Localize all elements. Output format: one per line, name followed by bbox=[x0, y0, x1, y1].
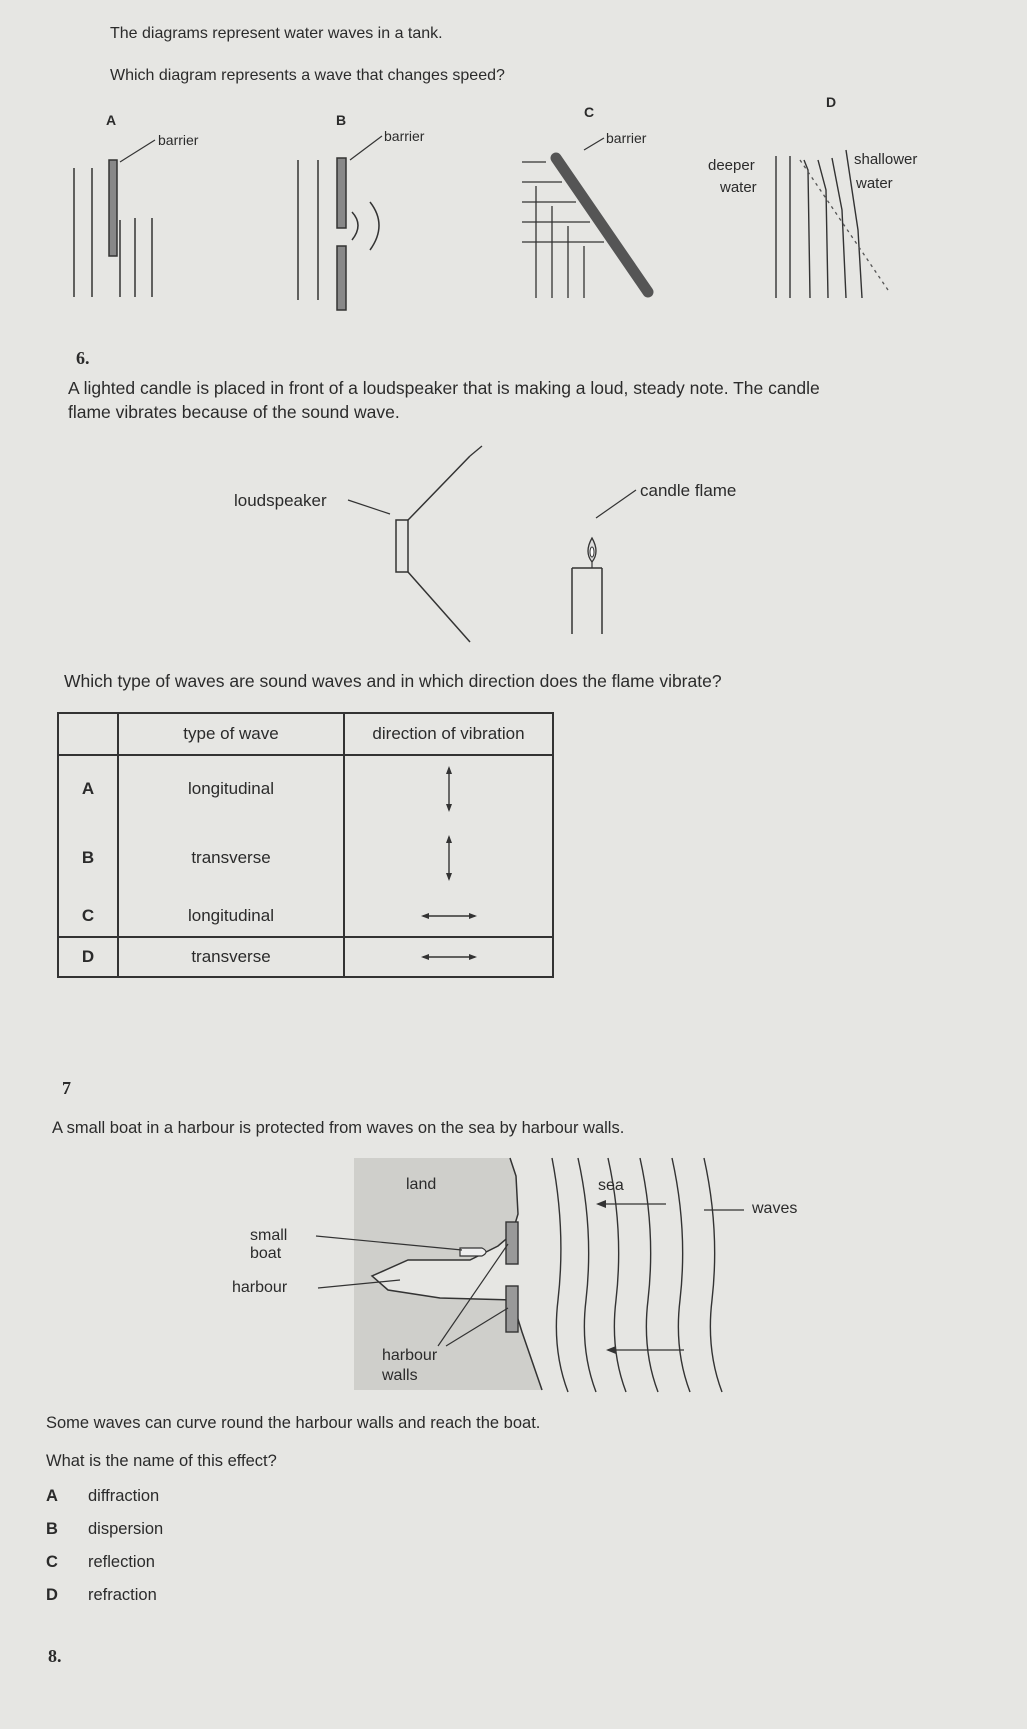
row-wave: longitudinal bbox=[118, 895, 344, 937]
small-boat-label-1: small bbox=[250, 1227, 288, 1244]
q7-option-a[interactable] bbox=[46, 1486, 159, 1506]
q6-question: Which type of waves are sound waves and in which direction does the flame vibrate? bbox=[64, 671, 722, 691]
option-text: dispersion bbox=[88, 1520, 164, 1538]
q7-option-c[interactable] bbox=[46, 1552, 155, 1572]
row-letter: A bbox=[58, 755, 118, 821]
diagram-c-label: C bbox=[584, 104, 595, 120]
header-direction: direction of vibration bbox=[344, 713, 553, 755]
row-letter: D bbox=[58, 937, 118, 977]
row-letter: C bbox=[58, 895, 118, 937]
option-text: diffraction bbox=[88, 1487, 160, 1505]
diagram-a-label: A bbox=[106, 112, 117, 128]
diagram-b-barrier-label: barrier bbox=[384, 128, 425, 144]
q7-option-d[interactable] bbox=[46, 1585, 157, 1605]
diagram-b-label: B bbox=[336, 112, 347, 128]
q6-number: 6. bbox=[76, 348, 90, 368]
small-boat-label-2: boat bbox=[250, 1245, 282, 1262]
q6-text-line2: flame vibrates because of the sound wave. bbox=[68, 402, 400, 422]
diagram-a-barrier-label: barrier bbox=[158, 132, 199, 148]
q7-question: What is the name of this effect? bbox=[46, 1452, 277, 1470]
q8-number: 8. bbox=[48, 1646, 62, 1666]
harbour-walls-label-1: harbour bbox=[382, 1347, 438, 1364]
option-letter: A bbox=[46, 1487, 58, 1505]
q7-text: A small boat in a harbour is protected from waves on the sea by harbour walls. bbox=[52, 1119, 625, 1137]
q7-statement: Some waves can curve round the harbour walls and reach the boat. bbox=[46, 1414, 541, 1432]
waves-label: waves bbox=[752, 1200, 798, 1217]
diagram-d-shallower-label: shallower bbox=[854, 151, 918, 168]
q7-option-b[interactable] bbox=[46, 1519, 163, 1539]
candle-flame-label: candle flame bbox=[640, 481, 737, 500]
option-text: refraction bbox=[88, 1586, 157, 1604]
option-letter: B bbox=[46, 1520, 58, 1538]
row-wave: transverse bbox=[118, 937, 344, 977]
diagram-c-barrier-label: barrier bbox=[606, 130, 647, 146]
diagram-d-deeper-label: deeper bbox=[708, 157, 755, 174]
option-text: reflection bbox=[88, 1553, 155, 1571]
row-wave: transverse bbox=[118, 821, 344, 895]
q7-number: 7 bbox=[62, 1078, 71, 1098]
harbour-label: harbour bbox=[232, 1279, 288, 1296]
diagram-d-shallower-water-label: water bbox=[856, 175, 893, 192]
option-letter: D bbox=[46, 1586, 58, 1604]
harbour-walls-label-2: walls bbox=[382, 1367, 418, 1384]
q6-text-line1: A lighted candle is placed in front of a loudspeaker that is making a loud, steady note. The candle bbox=[68, 378, 820, 398]
land-label: land bbox=[406, 1176, 437, 1193]
row-letter: B bbox=[58, 821, 118, 895]
q5-intro: The diagrams represent water waves in a tank. bbox=[110, 25, 443, 42]
q5-question: Which diagram represents a wave that changes speed? bbox=[110, 67, 505, 84]
option-letter: C bbox=[46, 1553, 58, 1571]
diagram-d-deeper-water-label: water bbox=[720, 179, 757, 196]
sea-label: sea bbox=[598, 1177, 624, 1194]
diagram-d-label: D bbox=[826, 94, 837, 110]
loudspeaker-label: loudspeaker bbox=[234, 491, 327, 510]
header-wave-type: type of wave bbox=[118, 713, 344, 755]
row-wave: longitudinal bbox=[118, 755, 344, 821]
